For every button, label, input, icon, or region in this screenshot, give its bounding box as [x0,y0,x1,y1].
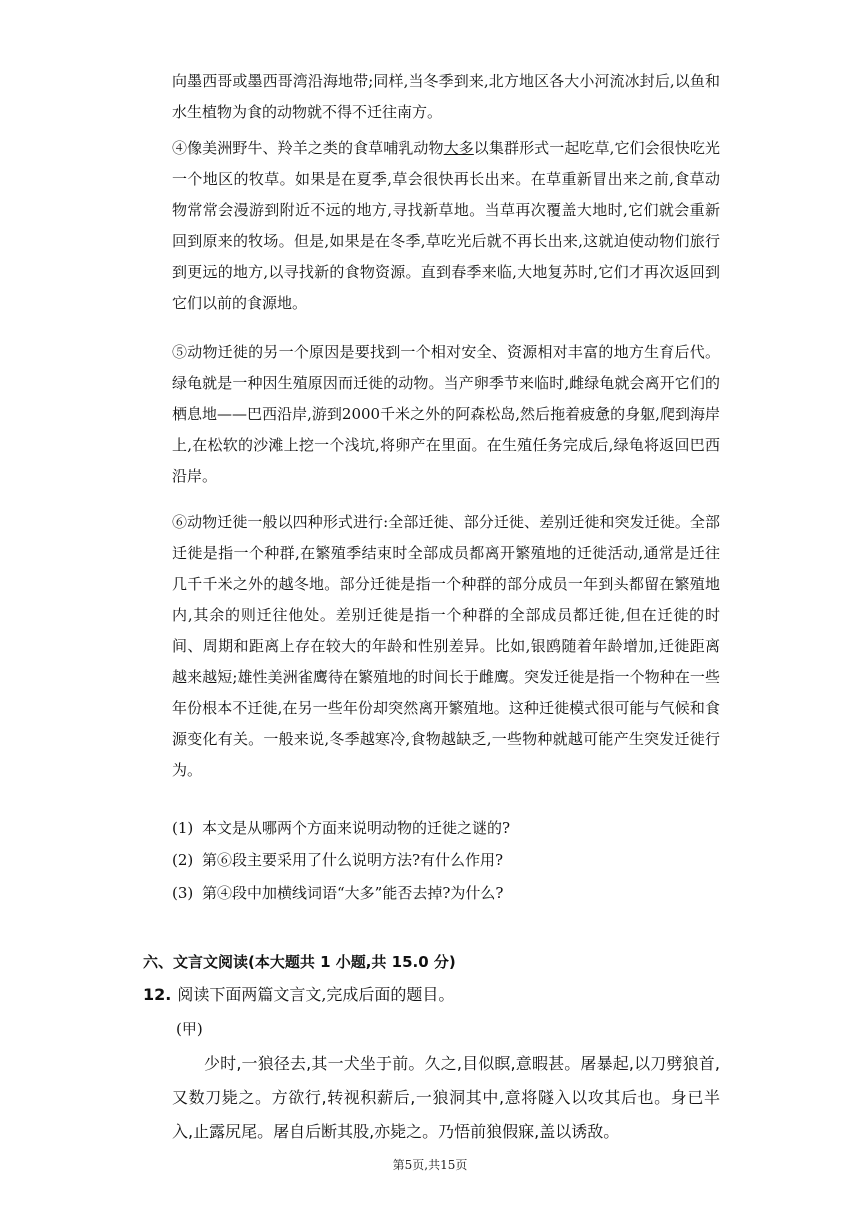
paragraph-3-tail: 向墨西哥或墨西哥湾沿海地带;同样,当冬季到来,北方地区各大小河流冰封后,以鱼和水生植物为食的动物就不得不迁往南方。 [172,72,720,121]
classical-passage: 少时,一狼径去,其一犬坐于前。久之,目似瞑,意暇甚。屠暴起,以刀劈狼首,又数刀毙之。方欲行,转视积薪后,一狼洞其中,意将隧入以攻其后也。身已半入,止露尻尾。屠自后断其股,亦毙之。乃悟前狼假寐,盖以诱敌。 [172,1054,720,1141]
paragraph-4-rest: 以集群形式一起吃草,它们会很快吃光一个地区的牧草。如果是在夏季,草会很快再长出来。在草重新冒出来之前,食草动物常常会漫游到附近不远的地方,寻找新草地。当草再次覆盖大地时,它们就会重新回到原来的牧场。但是,如果是在冬季,草吃光后就不再长出来,这就迫使动物们旅行到更远的地方,以寻找新的食物资源。直到春季来临,大地复苏时,它们才再次返回到它们以前的食源地。 [172,139,720,312]
paragraph-4 [172,133,720,319]
paragraph-6: ⑥动物迁徙一般以四种形式进行:全部迁徙、部分迁徙、差别迁徙和突发迁徙。全部迁徙是指一个种群,在繁殖季结束时全部成员都离开繁殖地的迁徙活动,通常是迁往几千千米之外的越冬地。部分迁徙是指一个种群的部分成员一年到头都留在繁殖地内,其余的则迁往他处。差别迁徙是指一个种群的全部成员都迁徙,但在迁徙的时间、周期和距离上存在较大的年龄和性别差异。比如,银鸥随着年龄增加,迁徙距离越来越短;雄性美洲雀鹰待在繁殖地的时间长于雌鹰。突发迁徙是指一个物种在一些年份根本不迁徙,在另一些年份却突然离开繁殖地。这种迁徙模式很可能与气候和食源变化有关。一般来说,冬季越寒冷,食物越缺乏,一些物种就越可能产生突发迁徙行为。 [172,513,720,779]
section-heading: 六、文言文阅读(本大题共 1 小题,共 15.0 分) [143,953,456,971]
question-number: (1) [172,819,194,837]
question-12-text: 阅读下面两篇文言文,完成后面的题目。 [177,985,455,1004]
question-text: 第⑥段主要采用了什么说明方法?有什么作用? [202,851,504,869]
question-12-heading [143,983,743,1007]
question-text: 本文是从哪两个方面来说明动物的迁徙之谜的? [202,819,511,837]
question-text: 第④段中加横线词语“大多”能否去掉?为什么? [202,884,504,902]
paragraph-4-start: ④像美洲野牛、羚羊之类的食草哺乳动物 [172,139,444,157]
question-number: (2) [172,851,194,869]
question-number: (3) [172,884,194,902]
page-footer: 第5页,共15页 [392,1158,468,1172]
question-12-number: 12. [143,985,172,1004]
question-3 [172,878,720,909]
question-2 [172,845,720,876]
question-1 [172,813,720,844]
underlined-word-daduo: 大多 [443,139,474,157]
part-label: (甲) [176,1020,203,1038]
paragraph-5: ⑤动物迁徙的另一个原因是要找到一个相对安全、资源相对丰富的地方生育后代。绿龟就是一种因生殖原因而迁徙的动物。当产卵季节来临时,雌绿龟就会离开它们的栖息地——巴西沿岸,游到2000千米之外的阿森松岛,然后拖着疲惫的身躯,爬到海岸上,在松软的沙滩上挖一个浅坑,将卵产在里面。在生殖任务完成后,绿龟将返回巴西沿岸。 [172,343,720,485]
